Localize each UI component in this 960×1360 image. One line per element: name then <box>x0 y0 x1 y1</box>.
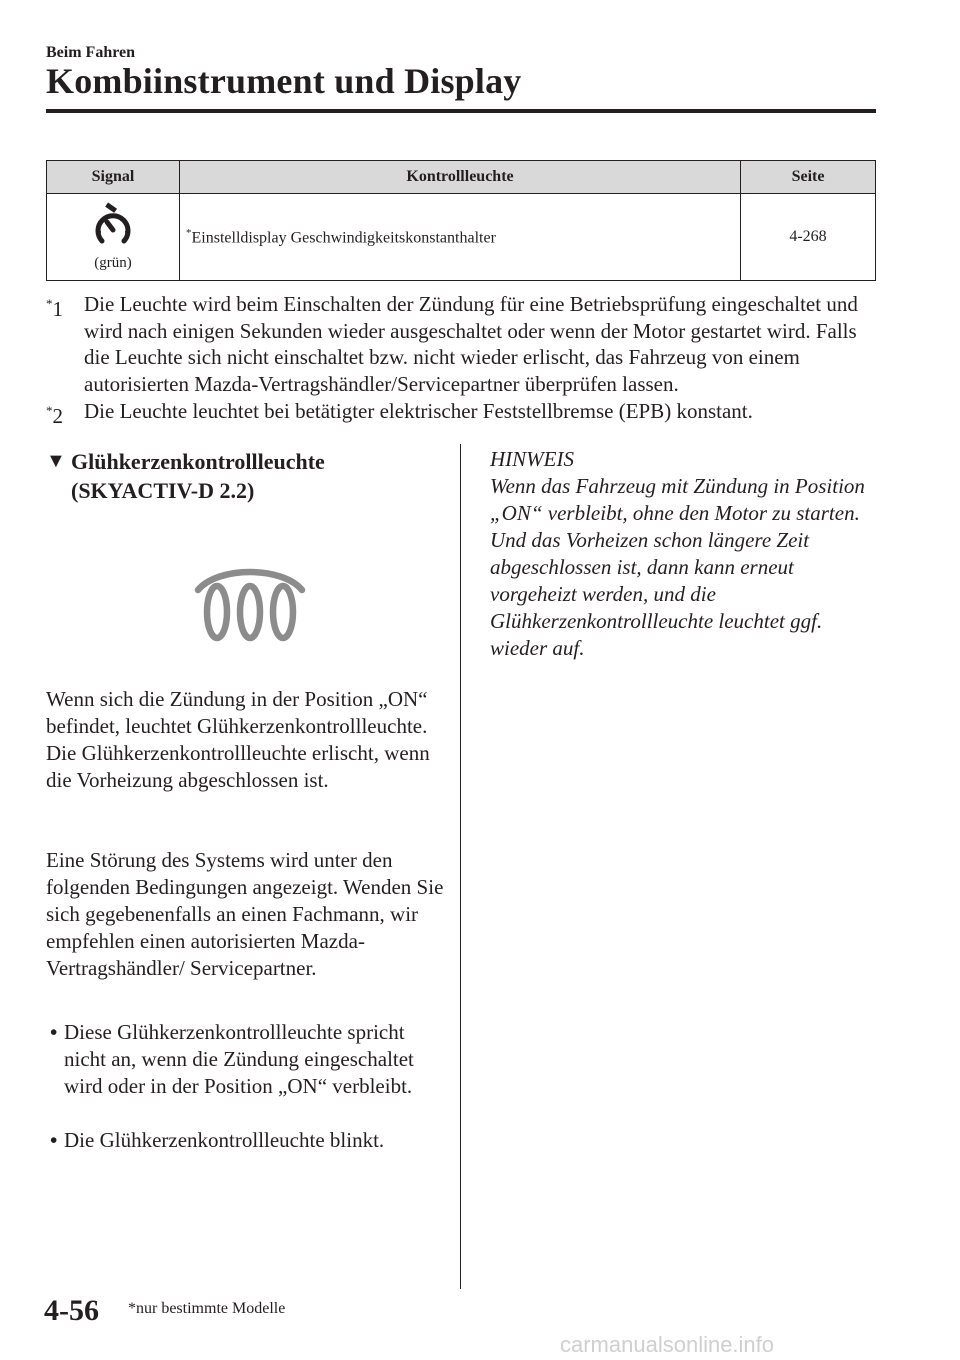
note-title: HINWEIS <box>490 447 574 471</box>
page-reference: 4-268 <box>741 194 876 281</box>
bullet-text: Die Glühkerzenkontrollleuchte blinkt. <box>64 1128 385 1152</box>
footnote-2 <box>46 398 876 428</box>
section-heading <box>46 447 446 505</box>
page-title: Kombiinstrument und Display <box>46 61 522 101</box>
paragraph-1: Wenn sich die Zündung in der Position „ON“ befindet, leuchtet Glühkerzenkontrollleuchte. Die Glühkerzenkontrollleuchte erlischt, wenn die Vorheizung abgeschlossen ist. <box>46 687 430 792</box>
footnote-text: Die Leuchte leuchtet bei betätigter elektrischer Feststellbremse (EPB) konstant. <box>84 399 753 423</box>
page-number: 4-56 <box>44 1294 99 1327</box>
table-row <box>47 194 876 281</box>
section-label: Beim Fahren <box>46 44 136 61</box>
indicator-description: Einstelldisplay Geschwindigkeitskonstanthalter <box>191 229 496 247</box>
note-box <box>490 446 880 662</box>
heading-line-2: (SKYACTIV-D 2.2) <box>71 478 255 503</box>
paragraph-2: Eine Störung des Systems wird unter den folgenden Bedingungen angezeigt. Wenden Sie sich gegebenenfalls an einen Fachmann, wir empfehlen einen autorisierten Mazda-Vertragshändler/ Servicepartner. <box>46 848 444 980</box>
footnote-number: *2 <box>46 403 63 428</box>
glow-plug-icon <box>192 566 308 646</box>
column-divider <box>460 444 461 1289</box>
footnote-text: Die Leuchte wird beim Einschalten der Zündung für eine Betriebsprüfung eingeschaltet und wird nach einigen Sekunden wieder ausgeschaltet oder wenn der Motor gestartet wird. Falls die Leuchte sich nicht einschaltet bzw. nicht wieder erlischt, das Fahrzeug von einem autorisierten Mazda-Vertragshändler/Servicepartner überprüfen lassen. <box>84 292 858 396</box>
heading-line-1: Glühkerzenkontrollleuchte <box>71 449 325 474</box>
table-header-indicator: Kontrollleuchte <box>180 161 741 194</box>
indicator-description-cell <box>180 194 741 281</box>
table-header-row <box>47 161 876 194</box>
bullet-item-2 <box>46 1127 446 1154</box>
bullet-text: Diese Glühkerzenkontrollleuchte spricht nicht an, wenn die Zündung eingeschaltet wird oder in der Position „ON“ verbleibt. <box>64 1020 414 1098</box>
title-rule <box>46 109 876 113</box>
heading-triangle-icon: ▼ <box>46 450 66 472</box>
note-text: Wenn das Fahrzeug mit Zündung in Position „ON“ verbleibt, ohne den Motor zu starten. Und das Vorheizen schon längere Zeit abgeschlossen ist, dann kann erneut vorgeheizt werden, und die Glühkerzenkontrollleuchte leuchtet ggf. wieder auf. <box>490 474 865 660</box>
bullet-marker: • <box>50 1128 58 1152</box>
table-header-signal: Signal <box>47 161 180 194</box>
signal-color-label: (grün) <box>94 255 132 271</box>
table-header-page: Seite <box>741 161 876 194</box>
signal-cell <box>47 194 180 281</box>
footnote-1 <box>46 291 876 397</box>
asterisk-marker: * <box>186 226 192 239</box>
bullet-item-1 <box>46 1019 446 1100</box>
footnote-number: *1 <box>46 296 63 321</box>
signal-table <box>46 160 876 281</box>
watermark: carmanualsonline.info <box>560 1332 775 1357</box>
bullet-marker: • <box>50 1020 58 1044</box>
cruise-control-gauge-icon <box>91 202 135 248</box>
footer-note: *nur bestimmte Modelle <box>128 1300 286 1317</box>
